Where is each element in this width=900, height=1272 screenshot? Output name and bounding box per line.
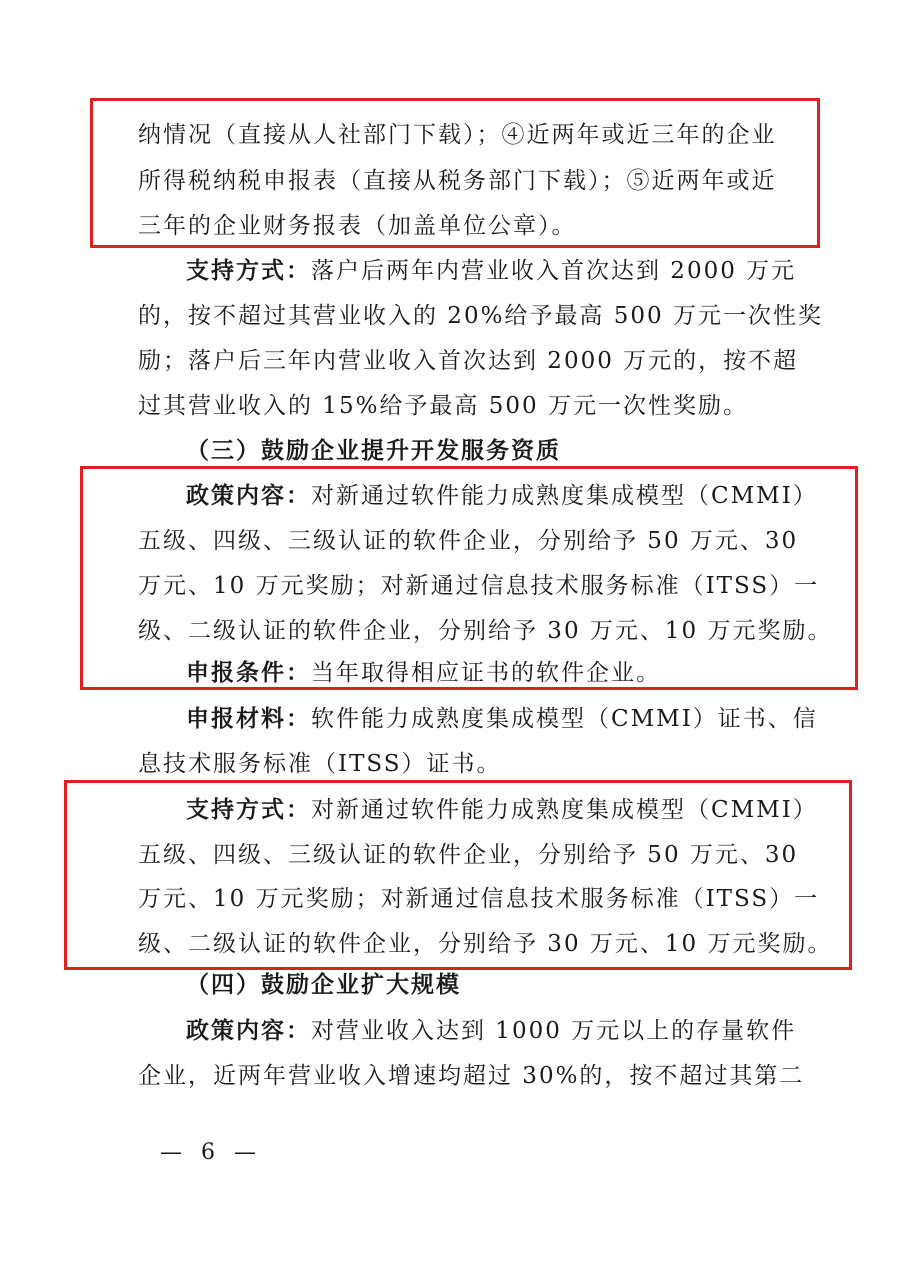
- text-line: 级、二级认证的软件企业，分别给予 30 万元、10 万元奖励。: [138, 931, 833, 957]
- text-line: 息技术服务标准（ITSS）证书。: [138, 751, 502, 777]
- text-line: 过其营业收入的 15%给予最高 500 万元一次性奖励。: [138, 393, 748, 419]
- paragraph-support-method-2: [186, 787, 818, 833]
- text-line: 级、二级认证的软件企业，分别给予 30 万元、10 万元奖励。: [138, 618, 833, 644]
- label-application-materials: 申报材料：: [186, 705, 311, 732]
- paragraph-policy-content-2: [186, 1008, 797, 1054]
- section-heading-4: （四）鼓励企业扩大规模: [186, 971, 461, 998]
- text-line: 所得税纳税申报表（直接从税务部门下载）；⑤近两年或近: [138, 168, 777, 194]
- page-number: — 6 —: [160, 1140, 262, 1165]
- text-line: 万元、10 万元奖励；对新通过信息技术服务标准（ITSS）一: [138, 573, 820, 599]
- text-line: 企业，近两年营业收入增速均超过 30%的，按不超过其第二: [138, 1063, 805, 1089]
- text-line: 对新通过软件能力成熟度集成模型（CMMI）: [311, 797, 818, 823]
- paragraph-application-conditions: [186, 650, 778, 696]
- section-heading-3: （三）鼓励企业提升开发服务资质: [186, 437, 561, 464]
- label-support-method: 支持方式：: [186, 257, 311, 284]
- label-policy-content: 政策内容：: [186, 482, 311, 509]
- text-line: 五级、四级、三级认证的软件企业，分别给予 50 万元、30: [138, 842, 799, 868]
- text-line: 纳情况（直接从人社部门下载）；④近两年或近三年的企业: [138, 122, 777, 148]
- text-line: 三年的企业财务报表（加盖单位公章）。: [138, 213, 577, 239]
- text-line: 当年取得相应证书的软件企业。: [311, 660, 661, 686]
- paragraph-application-materials: [186, 696, 818, 742]
- text-line: 落户后两年内营业收入首次达到 2000 万元: [311, 258, 797, 284]
- text-line: 励；落户后三年内营业收入首次达到 2000 万元的，按不超: [138, 348, 799, 374]
- text-line: 对新通过软件能力成熟度集成模型（CMMI）: [311, 483, 818, 509]
- label-application-conditions: 申报条件：: [186, 659, 311, 686]
- text-line: 万元、10 万元奖励；对新通过信息技术服务标准（ITSS）一: [138, 886, 820, 912]
- text-line: 的，按不超过其营业收入的 20%给予最高 500 万元一次性奖: [138, 303, 823, 329]
- text-line: 对营业收入达到 1000 万元以上的存量软件: [311, 1018, 797, 1044]
- paragraph-policy-content-1: [186, 473, 818, 519]
- label-support-method: 支持方式：: [186, 796, 311, 823]
- text-line: 五级、四级、三级认证的软件企业，分别给予 50 万元、30: [138, 528, 799, 554]
- paragraph-support-method-1: [186, 248, 797, 294]
- label-policy-content: 政策内容：: [186, 1017, 311, 1044]
- text-line: 软件能力成熟度集成模型（CMMI）证书、信: [311, 706, 818, 732]
